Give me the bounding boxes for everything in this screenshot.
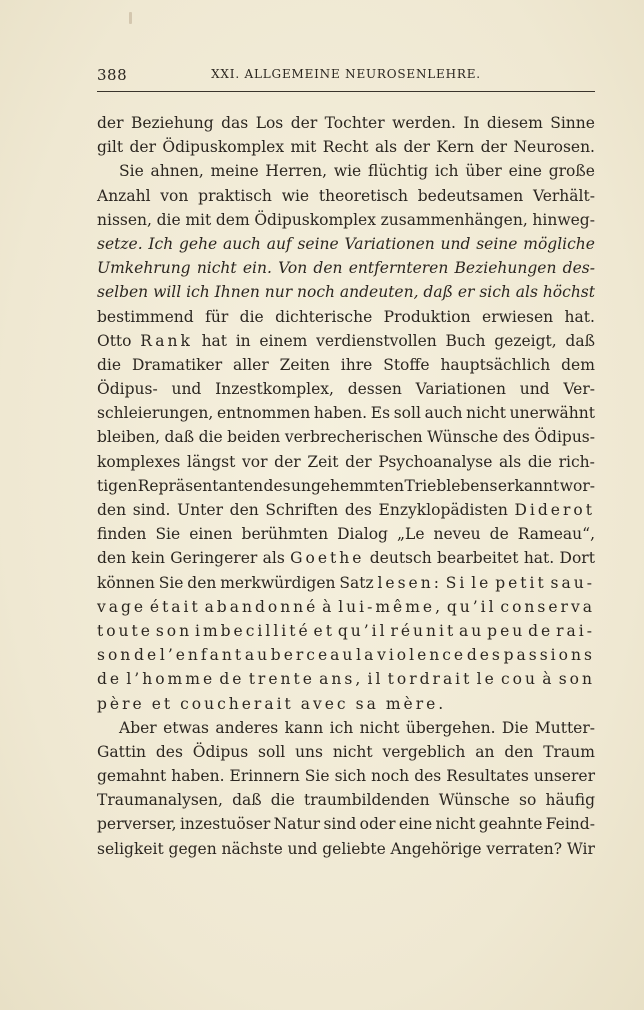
- running-title: XXI. ALLGEMEINE NEUROSENLEHRE.: [211, 67, 481, 81]
- page-number: 388: [97, 66, 128, 84]
- text-line: Otto Rank hat in einem verdienstvollen Buch gezeigt, daß: [97, 331, 595, 350]
- text-line: vage était abandonné à lui-même, qu’il conserva: [97, 597, 595, 616]
- text-line: finden Sie einen berühmten Dialog „Le neveu de Rameau“,: [97, 525, 595, 544]
- text-line: der Beziehung das Los der Tochter werden. In diesem Sinne: [97, 114, 595, 132]
- text-line: perverser, inzestuöser Natur sind oder eine nicht geahnte Feind-: [97, 815, 595, 834]
- body-text: [97, 114, 595, 864]
- text-line: Ödipus- und Inzestkomplex, dessen Variationen und Ver-: [97, 380, 595, 399]
- text-line: komplexes längst vor der Zeit der Psychoanalyse als die rich-: [97, 452, 595, 471]
- text-line: bleiben, daß die beiden verbrecherischen Wünsche des Ödipus-: [97, 428, 595, 447]
- text-line: gemahnt haben. Erinnern Sie sich noch des Resultates unserer: [97, 767, 595, 786]
- text-line: setze. Ich gehe auch auf seine Variationen und seine mögliche: [97, 234, 595, 253]
- text-line: bestimmend für die dichterische Produktion erwiesen hat.: [97, 307, 595, 326]
- text-line: selben will ich Ihnen nur noch andeuten, daß er sich als höchst: [97, 283, 595, 302]
- text-line: die Dramatiker aller Zeiten ihre Stoffe hauptsächlich dem: [97, 355, 595, 374]
- text-line: Sie ahnen, meine Herren, wie flüchtig ich über eine große: [119, 162, 595, 181]
- page-header: [97, 66, 595, 88]
- text-line: père et coucherait avec sa mère.: [97, 694, 447, 713]
- text-line: Traumanalysen, daß die traumbildenden Wünsche so häufig: [97, 791, 595, 810]
- text-line: den sind. Unter den Schriften des Enzyklopädisten Diderot: [97, 501, 595, 519]
- text-line: tigen Repräsentanten des ungehemmten Trieblebens erkannt wor-: [97, 476, 595, 495]
- text-line: gilt der Ödipuskomplex mit Recht als der Kern der Neurosen.: [97, 138, 595, 157]
- text-line: schleierungen, entnommen haben. Es soll auch nicht unerwähnt: [97, 404, 595, 423]
- header-rule: [97, 91, 595, 92]
- text-line: können Sie den merkwürdigen Satz lesen: Si le petit sau-: [97, 573, 595, 592]
- text-line: Anzahl von praktisch wie theoretisch bedeutsamen Verhält-: [97, 186, 595, 205]
- text-line: nissen, die mit dem Ödipuskomplex zusammenhängen, hinweg-: [97, 210, 595, 229]
- text-line: den kein Geringerer als Goethe deutsch bearbeitet hat. Dort: [97, 549, 595, 568]
- text-line: son de l’enfant au berceau la violence des passions: [97, 646, 595, 665]
- text-line: seligkeit gegen nächste und geliebte Angehörige verraten? Wir: [97, 839, 595, 858]
- text-line: Umkehrung nicht ein. Von den entfernteren Beziehungen des-: [97, 259, 595, 278]
- text-line: Gattin des Ödipus soll uns nicht vergeblich an den Traum: [97, 742, 595, 761]
- text-line: Aber etwas anderes kann ich nicht übergehen. Die Mutter-: [119, 718, 595, 737]
- text-line: de l’homme de trente ans, il tordrait le cou à son: [97, 670, 595, 689]
- ink-mark: [129, 12, 132, 24]
- text-line: toute son imbecillité et qu’il réunit au peu de rai-: [97, 621, 595, 640]
